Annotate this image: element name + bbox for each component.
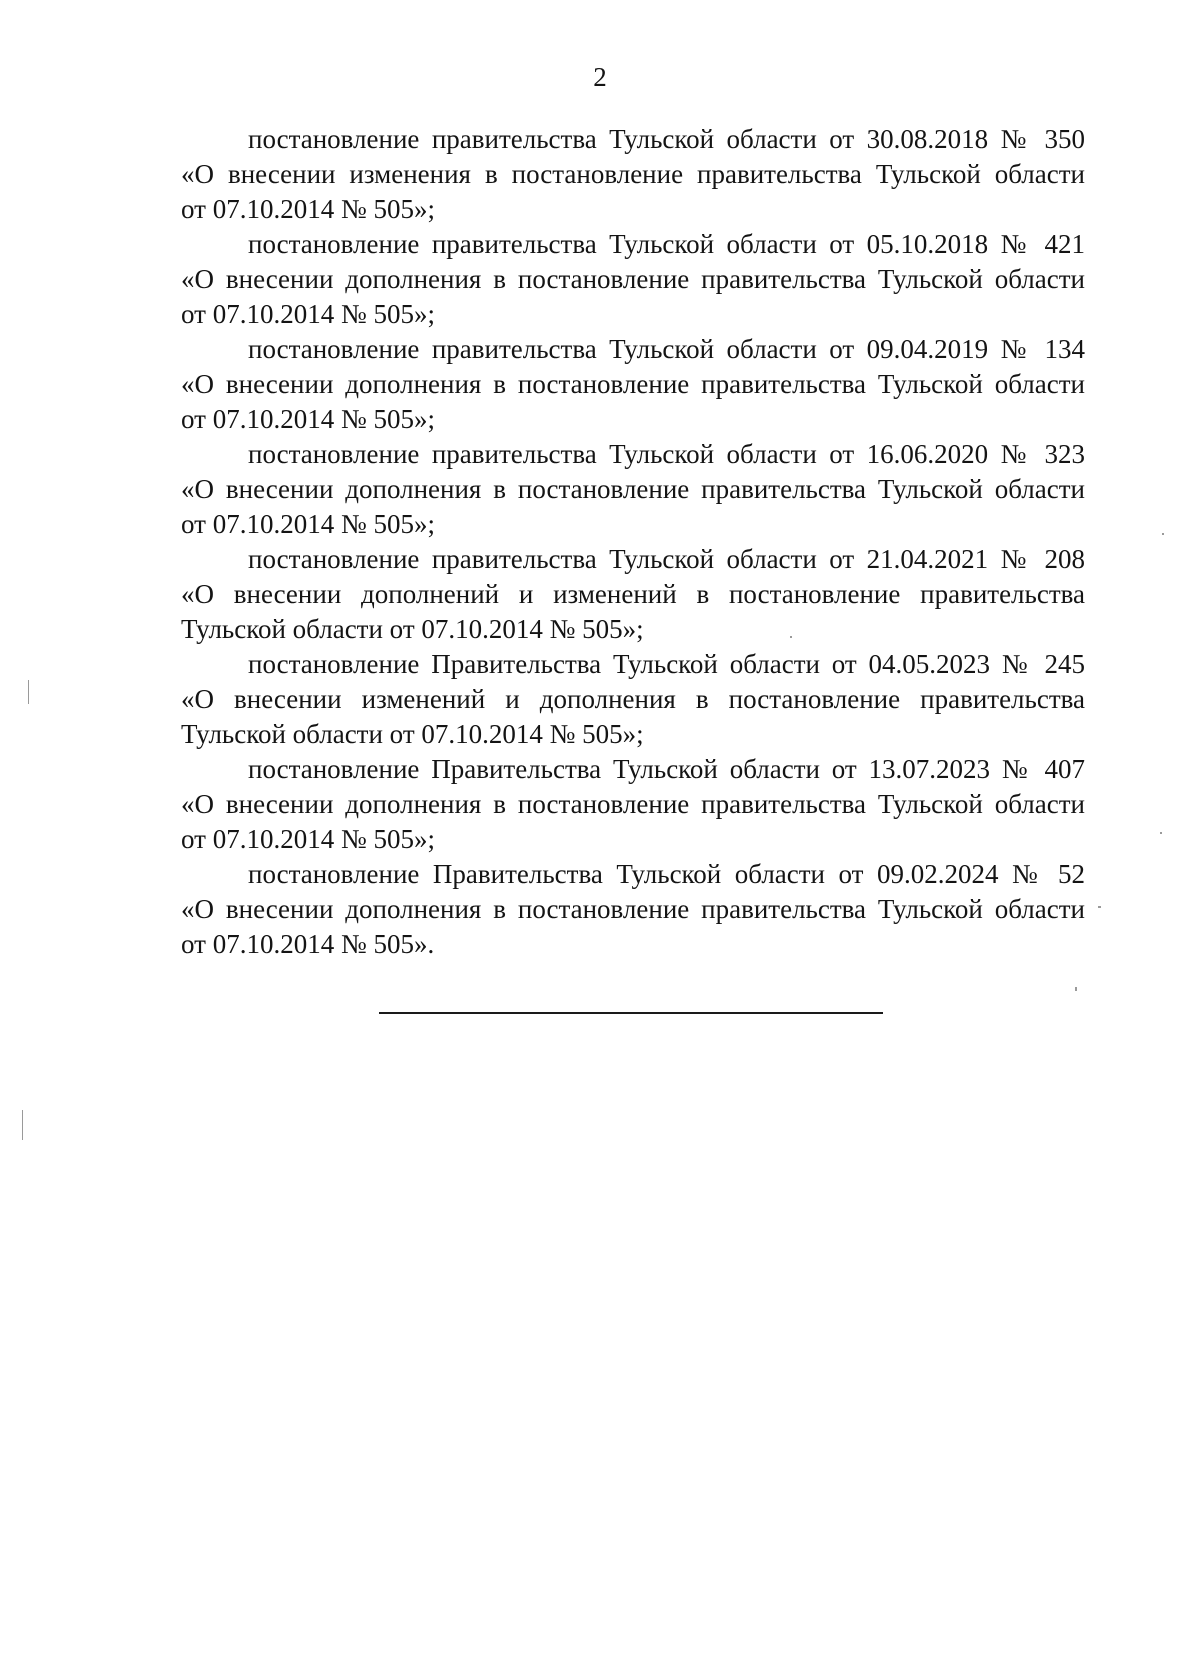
- end-of-document-rule: [379, 1012, 883, 1014]
- scan-speck: [1075, 987, 1077, 991]
- scan-speck: [1098, 906, 1101, 908]
- entry-line: Тульской области от 07.10.2014 № 505»;: [181, 614, 644, 644]
- entry-line: «О внесении дополнения в постановление правительства Тульской области: [181, 369, 1085, 399]
- scan-speck: [1160, 832, 1162, 834]
- entry-line: «О внесении дополнения в постановление правительства Тульской области: [181, 474, 1085, 504]
- entry-line: от 07.10.2014 № 505»;: [181, 404, 435, 434]
- scan-speck: [22, 1110, 23, 1140]
- resolution-entry-7: [181, 752, 1085, 857]
- resolution-entry-6: [181, 647, 1085, 752]
- entry-line: от 07.10.2014 № 505»;: [181, 824, 435, 854]
- resolution-entry-1: [181, 122, 1085, 227]
- entry-line: от 07.10.2014 № 505».: [181, 929, 435, 959]
- entry-line: постановление Правительства Тульской области от 13.07.2023 № 407: [248, 754, 1085, 784]
- entry-line: «О внесении дополнения в постановление правительства Тульской области: [181, 789, 1085, 819]
- entry-line: постановление правительства Тульской области от 30.08.2018 № 350: [248, 124, 1085, 154]
- entry-line: «О внесении дополнений и изменений в постановление правительства: [181, 579, 1085, 609]
- resolution-entry-3: [181, 332, 1085, 437]
- entry-line: постановление Правительства Тульской области от 09.02.2024 № 52: [248, 859, 1085, 889]
- entry-line: постановление правительства Тульской области от 09.04.2019 № 134: [248, 334, 1085, 364]
- entry-line: «О внесении изменений и дополнения в постановление правительства: [181, 684, 1085, 714]
- scan-speck: [790, 636, 792, 638]
- entry-line: от 07.10.2014 № 505»;: [181, 509, 435, 539]
- resolution-entry-4: [181, 437, 1085, 542]
- entry-line: от 07.10.2014 № 505»;: [181, 299, 435, 329]
- scan-speck: [1162, 533, 1164, 535]
- entry-line: от 07.10.2014 № 505»;: [181, 194, 435, 224]
- entry-line: «О внесении изменения в постановление правительства Тульской области: [181, 159, 1085, 189]
- entry-line: «О внесении дополнения в постановление правительства Тульской области: [181, 894, 1085, 924]
- scan-speck: [28, 680, 29, 704]
- document-body: [181, 122, 1085, 962]
- resolution-entry-5: [181, 542, 1085, 647]
- entry-line: Тульской области от 07.10.2014 № 505»;: [181, 719, 644, 749]
- entry-line: постановление правительства Тульской области от 05.10.2018 № 421: [248, 229, 1085, 259]
- entry-line: постановление Правительства Тульской области от 04.05.2023 № 245: [248, 649, 1085, 679]
- entry-line: постановление правительства Тульской области от 21.04.2021 № 208: [248, 544, 1085, 574]
- entry-line: «О внесении дополнения в постановление правительства Тульской области: [181, 264, 1085, 294]
- resolution-entry-8: [181, 857, 1085, 962]
- entry-line: постановление правительства Тульской области от 16.06.2020 № 323: [248, 439, 1085, 469]
- page-number: 2: [593, 62, 607, 92]
- resolution-entry-2: [181, 227, 1085, 332]
